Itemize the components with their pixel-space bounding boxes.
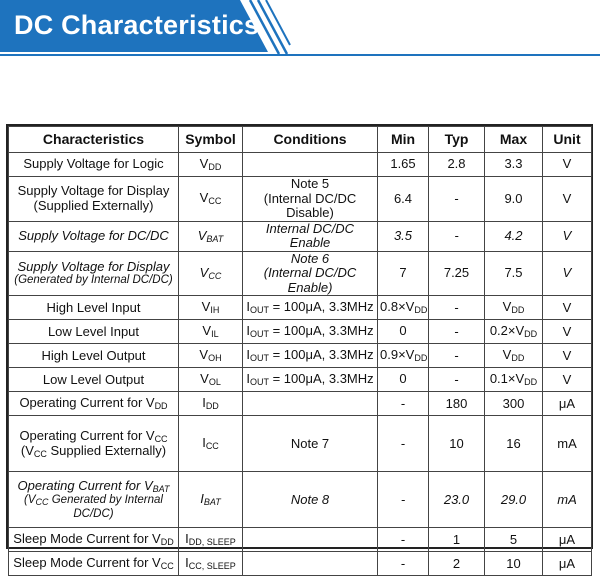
cell-symbol: $I_{BAT}$ [179, 472, 243, 528]
cell-characteristic: Sleep Mode Current for $V_{DD}$ [9, 528, 179, 552]
cell-min: 0 [378, 368, 429, 392]
cell-max: $0.1\times V_{DD}$ [485, 368, 543, 392]
header-conditions: Conditions [243, 127, 378, 153]
cell-conditions: Internal DC/DC Enable [243, 221, 378, 251]
cell-characteristic: High Level Output [9, 344, 179, 368]
cell-symbol: $V_{IL}$ [179, 320, 243, 344]
cell-unit: V [543, 368, 592, 392]
header-unit: Unit [543, 127, 592, 153]
header-min: Min [378, 127, 429, 153]
table-row [9, 368, 592, 392]
cell-max: $0.2\times V_{DD}$ [485, 320, 543, 344]
cell-min: 3.5 [378, 221, 429, 251]
cell-max: $V_{DD}$ [485, 296, 543, 320]
cell-unit: V [543, 344, 592, 368]
cell-typ: - [429, 368, 485, 392]
cell-conditions: $I_{OUT} = 100\mu A$, 3.3MHz [243, 344, 378, 368]
cell-unit: μA [543, 552, 592, 576]
table-row [9, 552, 592, 576]
cell-symbol: $V_{OH}$ [179, 344, 243, 368]
cell-unit: V [543, 221, 592, 251]
header-symbol: Symbol [179, 127, 243, 153]
cell-unit: V [543, 251, 592, 296]
cell-characteristic: Sleep Mode Current for $V_{CC}$ [9, 552, 179, 576]
cell-conditions: $I_{OUT} = 100\mu A$, 3.3MHz [243, 296, 378, 320]
cell-min: $0.8\times V_{DD}$ [378, 296, 429, 320]
cell-conditions: Note 6 (Internal DC/DC Enable) [243, 251, 378, 296]
header-max: Max [485, 127, 543, 153]
cell-typ: - [429, 320, 485, 344]
cell-characteristic: Supply Voltage for DC/DC [9, 221, 179, 251]
cell-min: - [378, 472, 429, 528]
cell-symbol: $V_{CC}$ [179, 251, 243, 296]
cell-unit: μA [543, 528, 592, 552]
table-row [9, 251, 592, 296]
cell-characteristic: Low Level Input [9, 320, 179, 344]
cell-typ: 7.25 [429, 251, 485, 296]
cell-characteristic: Operating Current for $V_{BAT}$ ($V_{CC}$ Generated by Internal DC/DC) [9, 472, 179, 528]
cell-characteristic: Operating Current for $V_{DD}$ [9, 392, 179, 416]
cell-typ: 2 [429, 552, 485, 576]
cell-max: 3.3 [485, 153, 543, 177]
cell-symbol: $I_{CC, SLEEP}$ [179, 552, 243, 576]
cell-conditions: Note 5 (Internal DC/DC Disable) [243, 177, 378, 222]
cell-typ: - [429, 177, 485, 222]
cell-max: 5 [485, 528, 543, 552]
cell-min: 7 [378, 251, 429, 296]
table-row [9, 344, 592, 368]
cell-typ: - [429, 221, 485, 251]
header-typ: Typ [429, 127, 485, 153]
header-characteristics: Characteristics [9, 127, 179, 153]
table-row [9, 320, 592, 344]
cell-min: - [378, 528, 429, 552]
cell-characteristic: Supply Voltage for Display (Generated by Internal DC/DC) [9, 251, 179, 296]
cell-characteristic: Supply Voltage for Display (Supplied Externally) [9, 177, 179, 222]
cell-max: 4.2 [485, 221, 543, 251]
cell-typ: - [429, 344, 485, 368]
cell-min: 1.65 [378, 153, 429, 177]
cell-conditions [243, 552, 378, 576]
cell-conditions [243, 392, 378, 416]
cell-unit: mA [543, 416, 592, 472]
cell-symbol: $V_{DD}$ [179, 153, 243, 177]
cell-min: 0 [378, 320, 429, 344]
cell-characteristic: Supply Voltage for Logic [9, 153, 179, 177]
table-row [9, 296, 592, 320]
cell-unit: V [543, 153, 592, 177]
table-row [9, 528, 592, 552]
table-row [9, 472, 592, 528]
cell-typ: 1 [429, 528, 485, 552]
cell-min: $0.9\times V_{DD}$ [378, 344, 429, 368]
cell-typ: 180 [429, 392, 485, 416]
cell-conditions: Note 8 [243, 472, 378, 528]
table-row [9, 416, 592, 472]
cell-max: 10 [485, 552, 543, 576]
cell-symbol: $V_{OL}$ [179, 368, 243, 392]
cell-max: 29.0 [485, 472, 543, 528]
table-row [9, 177, 592, 222]
cell-conditions: Note 7 [243, 416, 378, 472]
cell-conditions [243, 528, 378, 552]
section-banner [0, 0, 600, 60]
cell-max: 16 [485, 416, 543, 472]
cell-max: 7.5 [485, 251, 543, 296]
table-row [9, 153, 592, 177]
cell-typ: 10 [429, 416, 485, 472]
cell-conditions: $I_{OUT} = 100\mu A$, 3.3MHz [243, 368, 378, 392]
cell-min: - [378, 416, 429, 472]
cell-unit: mA [543, 472, 592, 528]
cell-characteristic: High Level Input [9, 296, 179, 320]
cell-max: 300 [485, 392, 543, 416]
cell-conditions [243, 153, 378, 177]
cell-unit: V [543, 320, 592, 344]
cell-symbol: $V_{CC}$ [179, 177, 243, 222]
cell-unit: V [543, 296, 592, 320]
table-header-row [9, 127, 592, 153]
cell-symbol: $V_{BAT}$ [179, 221, 243, 251]
cell-conditions: $I_{OUT} = 100\mu A$, 3.3MHz [243, 320, 378, 344]
page-title: DC Characteristics [14, 10, 260, 40]
cell-symbol: $I_{DD, SLEEP}$ [179, 528, 243, 552]
table-row [9, 221, 592, 251]
cell-max: $V_{DD}$ [485, 344, 543, 368]
dc-characteristics-table [6, 124, 593, 572]
cell-unit: V [543, 177, 592, 222]
cell-symbol: $I_{DD}$ [179, 392, 243, 416]
cell-characteristic: Low Level Output [9, 368, 179, 392]
cell-symbol: $I_{CC}$ [179, 416, 243, 472]
cell-typ: - [429, 296, 485, 320]
cell-characteristic: Operating Current for $V_{CC}$ ($V_{CC}$ Supplied Externally) [9, 416, 179, 472]
cell-unit: μA [543, 392, 592, 416]
cell-min: - [378, 392, 429, 416]
table-row [9, 392, 592, 416]
cell-min: - [378, 552, 429, 576]
cell-typ: 23.0 [429, 472, 485, 528]
cell-symbol: $V_{IH}$ [179, 296, 243, 320]
cell-max: 9.0 [485, 177, 543, 222]
cell-typ: 2.8 [429, 153, 485, 177]
cell-min: 6.4 [378, 177, 429, 222]
